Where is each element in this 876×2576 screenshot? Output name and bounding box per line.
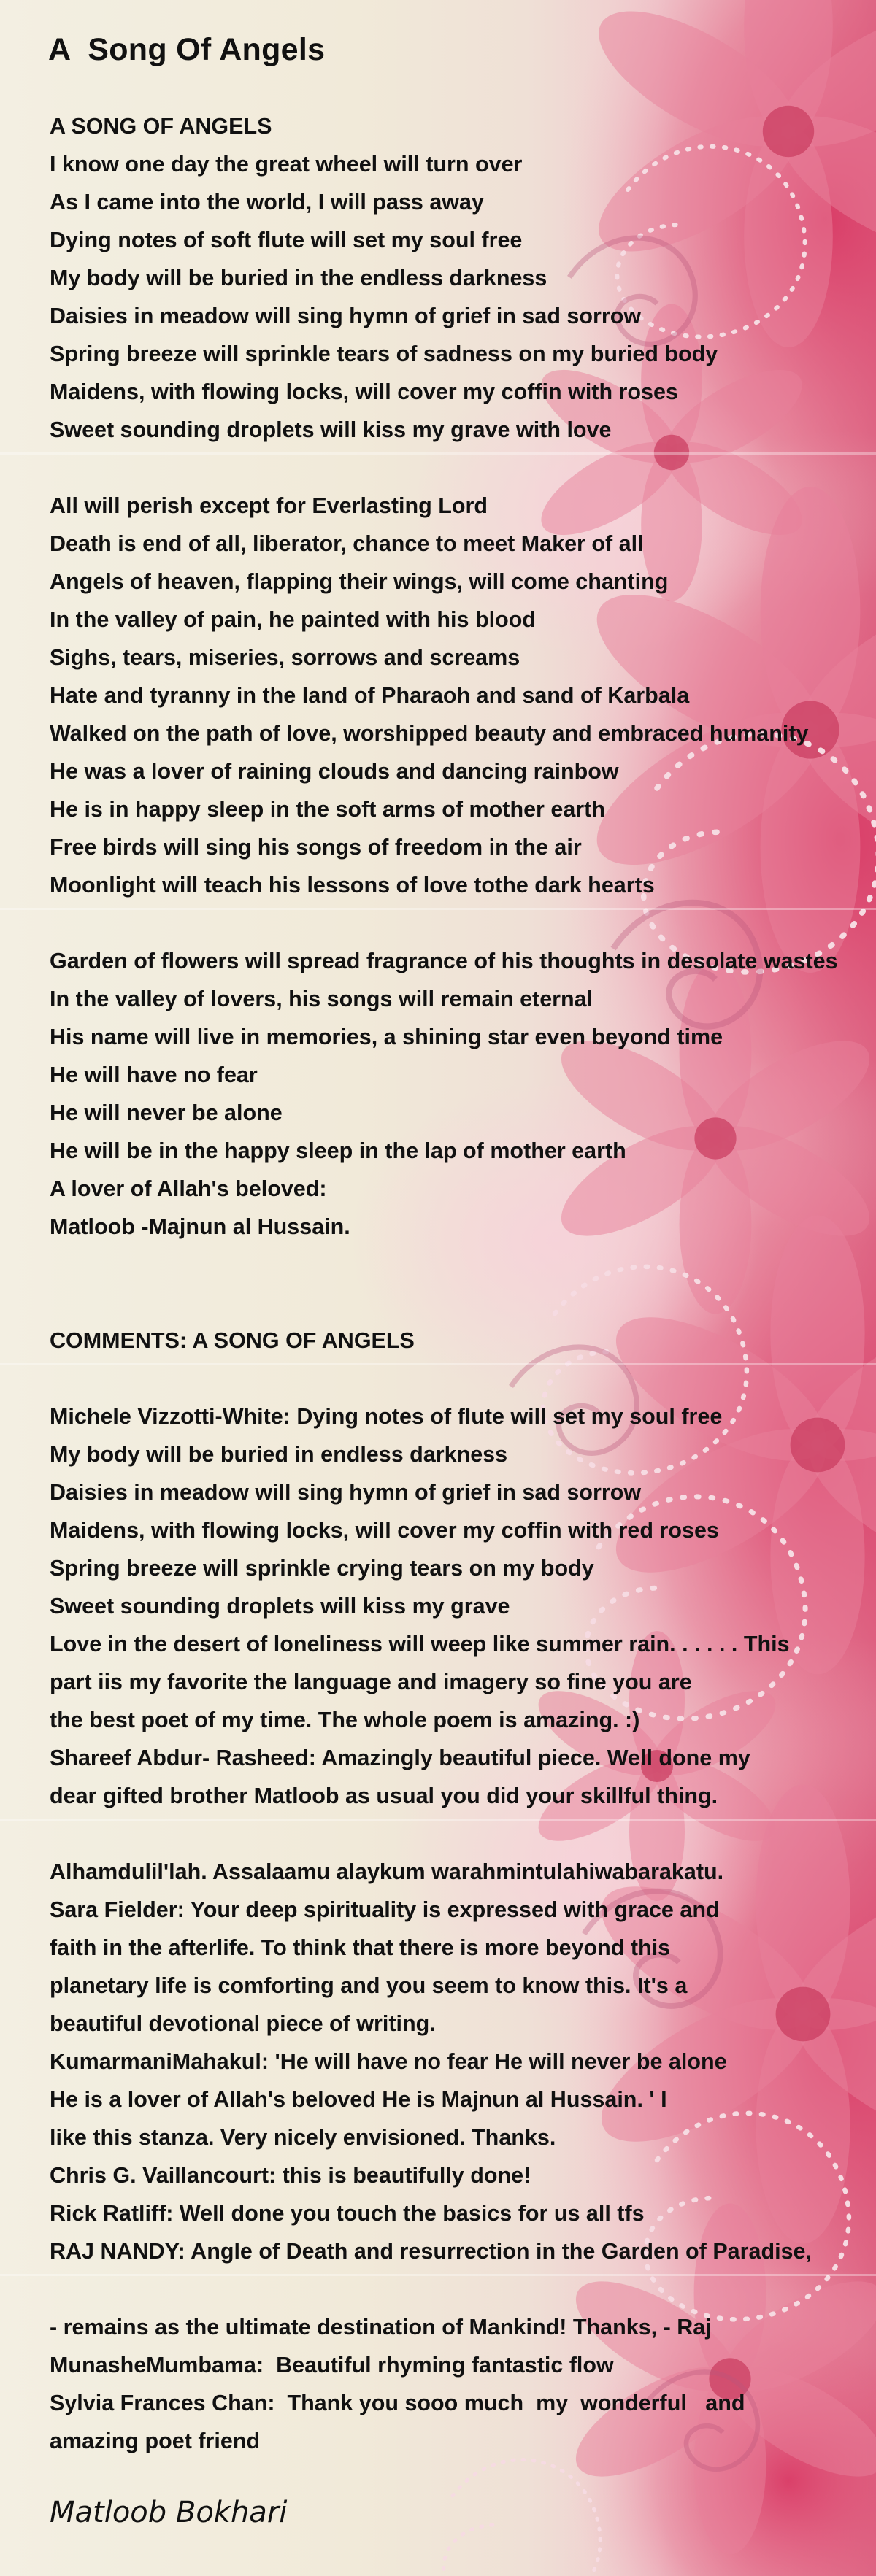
comment-line: amazing poet friend xyxy=(50,2429,261,2453)
comment-line: KumarmaniMahakul: 'He will have no fear He will never be alone xyxy=(50,2049,727,2074)
poem-line: All will perish except for Everlasting Lord xyxy=(50,493,488,518)
comment-line: Michele Vizzotti-White: Dying notes of flute will set my soul free xyxy=(50,1404,723,1429)
poem-line: Spring breeze will sprinkle tears of sadness on my buried body xyxy=(50,342,718,366)
poem-line: He will be in the happy sleep in the lap of mother earth xyxy=(50,1138,626,1163)
poem-line: I know one day the great wheel will turn over xyxy=(50,152,523,177)
poem-line: Walked on the path of love, worshipped beauty and embraced humanity xyxy=(50,721,809,746)
poem-line: He is in happy sleep in the soft arms of mother earth xyxy=(50,797,605,822)
poem-line: A lover of Allah's beloved: xyxy=(50,1176,327,1201)
poem-line: Death is end of all, liberator, chance to meet Maker of all xyxy=(50,531,644,556)
poem-line: Maidens, with flowing locks, will cover my coffin with roses xyxy=(50,379,678,404)
poem-line: He will have no fear xyxy=(50,1063,258,1087)
comment-line: - remains as the ultimate destination of Mankind! Thanks, - Raj xyxy=(50,2315,712,2340)
comment-line: Chris G. Vaillancourt: this is beautifully done! xyxy=(50,2163,531,2188)
poem-line: Angels of heaven, flapping their wings, will come chanting xyxy=(50,569,669,594)
comment-line: Sweet sounding droplets will kiss my grave xyxy=(50,1594,510,1619)
poem-stanza xyxy=(50,487,876,904)
poem-stanza xyxy=(50,107,876,449)
comment-line: Spring breeze will sprinkle crying tears on my body xyxy=(50,1556,594,1581)
comment-line: part iis my favorite the language and imagery so fine you are xyxy=(50,1670,692,1694)
poem-line xyxy=(50,1246,876,1284)
poem-line: Matloob -Majnun al Hussain. xyxy=(50,1214,350,1239)
poem-line: In the valley of lovers, his songs will remain eternal xyxy=(50,987,593,1011)
comment-line: Shareef Abdur- Rasheed: Amazingly beautiful piece. Well done my xyxy=(50,1746,750,1770)
comment-line: Daisies in meadow will sing hymn of grief in sad sorrow xyxy=(50,1480,642,1505)
poem-line: Daisies in meadow will sing hymn of grief in sad sorrow xyxy=(50,304,642,328)
poem-line: His name will live in memories, a shining star even beyond time xyxy=(50,1025,723,1049)
comments-heading: COMMENTS: A SONG OF ANGELS xyxy=(50,1328,415,1353)
comment-line: Maidens, with flowing locks, will cover my coffin with red roses xyxy=(50,1518,719,1543)
page-title: A Song Of Angels xyxy=(48,32,326,67)
poem-line: Moonlight will teach his lessons of love tothe dark hearts xyxy=(50,873,655,898)
poem-line: He was a lover of raining clouds and dancing rainbow xyxy=(50,759,619,784)
poem-line: A SONG OF ANGELS xyxy=(50,114,272,139)
comment-line: Alhamdulil'lah. Assalaamu alaykum warahmintulahiwabarakatu. xyxy=(50,1859,724,1884)
comment-line: the best poet of my time. The whole poem is amazing. :) xyxy=(50,1708,640,1732)
comment-line: He is a lover of Allah's beloved He is Majnun al Hussain. ' I xyxy=(50,2087,667,2112)
comment-line: faith in the afterlife. To think that there is more beyond this xyxy=(50,1935,671,1960)
poem-line: He will never be alone xyxy=(50,1100,283,1125)
comment-line: MunasheMumbama: Beautiful rhyming fantastic flow xyxy=(50,2353,614,2378)
comment-line: beautiful devotional piece of writing. xyxy=(50,2011,436,2036)
poem-line: Sweet sounding droplets will kiss my grave with love xyxy=(50,417,612,442)
poem-line: Hate and tyranny in the land of Pharaoh and sand of Karbala xyxy=(50,683,690,708)
comment-line: RAJ NANDY: Angle of Death and resurrection in the Garden of Paradise, xyxy=(50,2239,812,2264)
comment-line: Love in the desert of loneliness will weep like summer rain. . . . . . This xyxy=(50,1632,790,1657)
author-signature: Matloob Bokhari xyxy=(50,2496,288,2529)
poem-line: In the valley of pain, he painted with his blood xyxy=(50,607,536,632)
comment-line: Sara Fielder: Your deep spirituality is expressed with grace and xyxy=(50,1897,720,1922)
poem-line: As I came into the world, I will pass away xyxy=(50,190,484,215)
comment-line: like this stanza. Very nicely envisioned. Thanks. xyxy=(50,2125,556,2150)
comment-line: dear gifted brother Matloob as usual you did your skillful thing. xyxy=(50,1783,718,1808)
poem-line: My body will be buried in the endless darkness xyxy=(50,266,548,290)
comment-line: My body will be buried in endless darkness xyxy=(50,1442,508,1467)
poem-stanza xyxy=(50,942,876,1360)
poem-line: Dying notes of soft flute will set my soul free xyxy=(50,228,523,252)
comment-line: planetary life is comforting and you seem to know this. It's a xyxy=(50,1973,688,1998)
comments-block xyxy=(50,1853,876,2270)
poem-line: Sighs, tears, miseries, sorrows and screams xyxy=(50,645,520,670)
poem-line: Garden of flowers will spread fragrance of his thoughts in desolate wastes xyxy=(50,949,838,973)
comment-line: Sylvia Frances Chan: Thank you sooo much my wonderful and xyxy=(50,2391,745,2415)
poem-line: Free birds will sing his songs of freedom in the air xyxy=(50,835,582,860)
poem-line xyxy=(50,1284,876,1322)
comments-block xyxy=(50,1397,876,1815)
comment-line: Rick Ratliff: Well done you touch the basics for us all tfs xyxy=(50,2201,645,2226)
comments-block xyxy=(50,2308,876,2460)
